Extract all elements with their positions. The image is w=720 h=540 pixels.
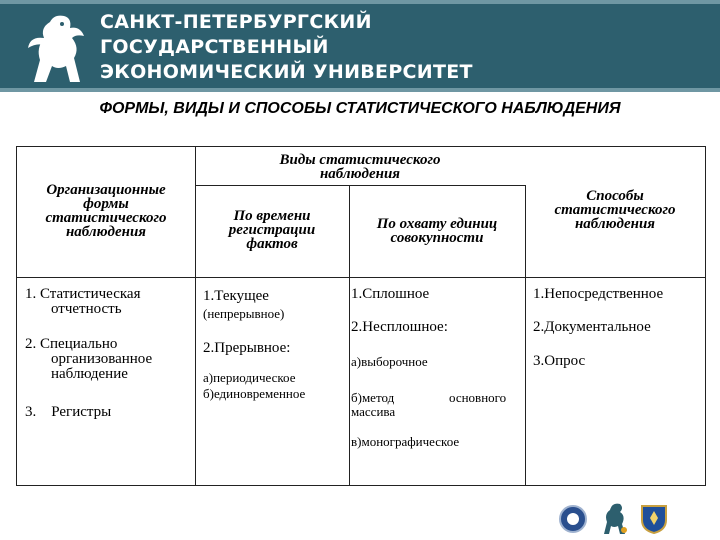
col1-item-1-line: 1. Статистическая [25,286,141,302]
university-header [0,0,720,92]
col1-item-2-line: наблюдение [51,366,128,382]
col3-continuous: 1.Сплошное [351,286,430,302]
col2-current: 1.Текущее [203,288,269,304]
col23-header-line: наблюдения [319,166,401,182]
col3-subheader-line: совокупности [390,230,484,246]
griffin-small-icon [598,500,630,536]
col1-item-3: 3. Регистры [25,404,112,420]
col4-method-3: 3.Опрос [533,353,586,369]
col2-interrupted: 2.Прерывное: [203,340,291,356]
university-line-3: ЭКОНОМИЧЕСКИЙ УНИВЕРСИТЕТ [100,61,473,83]
observation-table [16,146,706,486]
col2-one-time: б)единовременное [203,386,306,401]
col1-header-line: статистического [45,210,167,226]
col23-header-line: Виды статистического [279,152,441,168]
page-title: ФОРМЫ, ВИДЫ И СПОСОБЫ СТАТИСТИЧЕСКОГО НАБЛЮДЕНИЯ [99,100,621,117]
col3-subheader [349,217,525,245]
col1-header-line: наблюдения [65,224,147,240]
col1-header-line: Организационные [46,182,166,198]
col4-method-2: 2.Документальное [533,319,651,335]
griffin-icon [24,8,90,86]
col3-subheader-line: По охвату единиц [376,216,498,232]
col1-divider [195,147,196,485]
col1-header [17,183,195,239]
col23-header [195,153,525,181]
col4-header [525,189,705,231]
header-row-divider [17,277,705,278]
col3-non-continuous: 2.Несплошное: [351,319,448,335]
col1-header-line: формы [83,196,129,212]
col3-main-array-b: основного [449,390,507,405]
university-line-1: САНКТ-ПЕТЕРБУРГСКИЙ [100,11,372,33]
col1-item-2-line: организованное [51,351,153,367]
university-name [100,10,473,85]
crest-badge-icon [640,504,668,534]
col4-header-line: наблюдения [574,216,656,232]
col2-subheader [195,209,349,251]
col2-periodic: а)периодическое [203,370,296,385]
subheader-divider [195,185,525,186]
col2-current-note: (непрерывное) [203,306,285,321]
col4-header-line: статистического [554,202,676,218]
col2-subheader-line: По времени [233,208,311,224]
col1-item-2-line: 2. Специально [25,336,118,352]
header-bottom-stripe [0,88,720,92]
footer-logos [550,498,720,540]
col3-monographic: в)монографическое [351,434,460,449]
col1-item-2 [25,337,193,382]
col4-header-line: Способы [586,188,644,204]
col3-main-array-c: массива [351,404,396,419]
university-line-2: ГОСУДАРСТВЕННЫЙ [100,36,329,58]
col3-main-array-a: б)метод [351,390,395,405]
emblem-badge-icon [558,504,588,534]
col1-item-1-line: отчетность [51,301,122,317]
header-top-stripe [0,0,720,4]
col2-subheader-line: регистрации [228,222,316,238]
col4-method-1: 1.Непосредственное [533,286,664,302]
col1-item-1 [25,287,193,317]
col2-subheader-line: фактов [246,236,298,252]
col3-sample: а)выборочное [351,354,428,369]
